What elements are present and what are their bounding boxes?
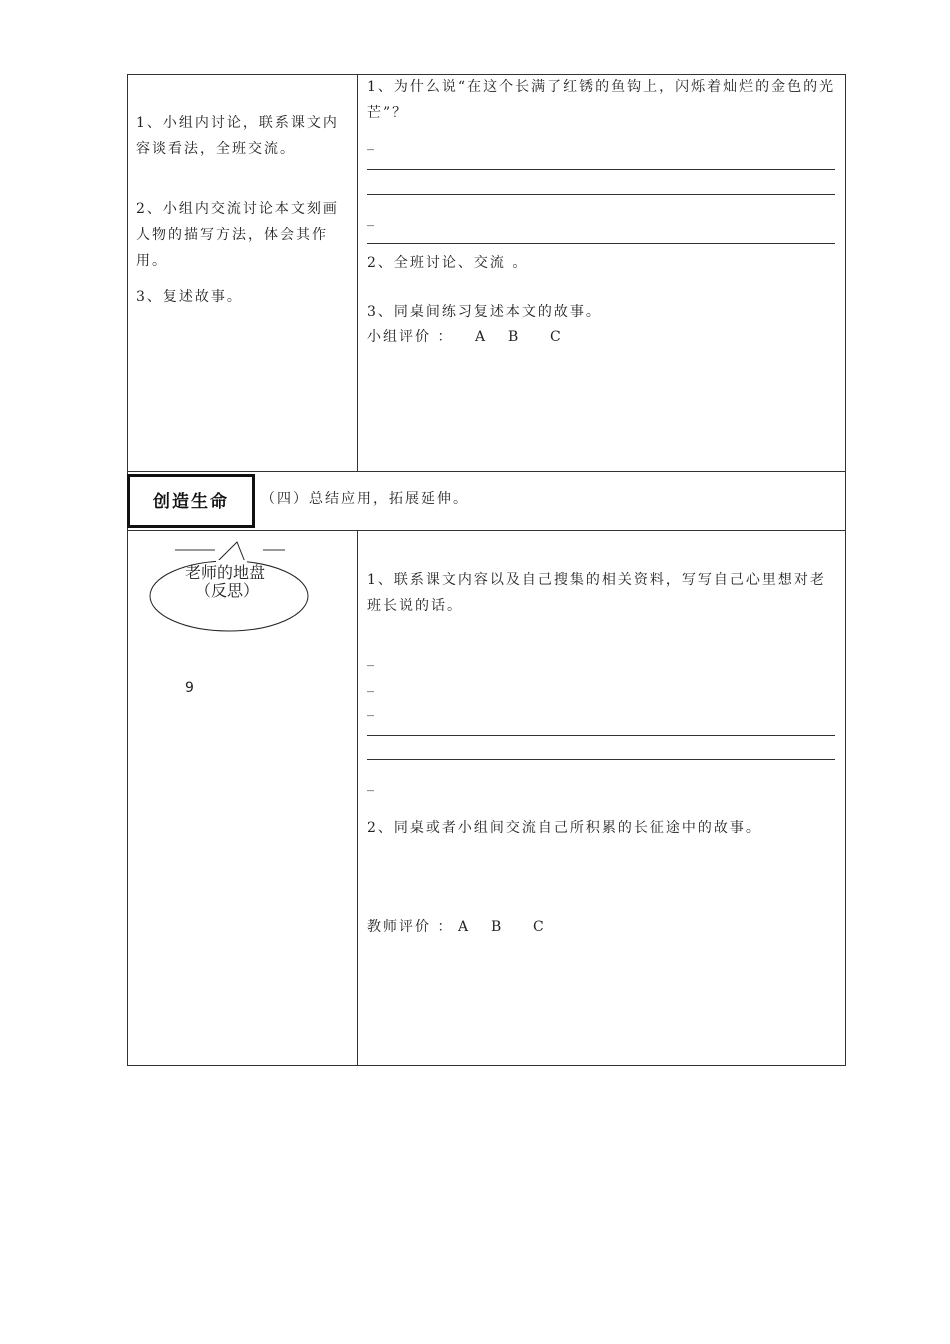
bubble-text-1: 老师的地盘 (185, 563, 266, 582)
task-1: 1、联系课文内容以及自己搜集的相关资料，写写自己心里想对老班长说的话。 (367, 572, 826, 614)
teacher-evaluation-label: 教师评价 ： (367, 919, 454, 935)
section-title: （四）总结应用，拓展延伸。 (261, 491, 469, 507)
section-badge (127, 474, 255, 528)
answer-line (367, 169, 835, 170)
blank-dash: _ (367, 677, 374, 693)
grade-b[interactable]: B (491, 919, 504, 935)
grade-a[interactable]: A (475, 329, 488, 345)
group-evaluation-label: 小组评价 ： (367, 329, 454, 345)
item-2-discussion: 2、全班讨论、交流 。 (367, 255, 529, 271)
row-divider-1 (127, 471, 846, 472)
badge-label: 创造生命 (153, 492, 229, 512)
column-divider (357, 74, 358, 471)
column-divider-2 (357, 530, 358, 1066)
answer-line (367, 194, 835, 195)
blank-dash: _ (367, 211, 374, 227)
grade-b[interactable]: B (508, 329, 521, 345)
answer-line (367, 243, 835, 244)
blank-dash: _ (367, 701, 374, 717)
answer-line (367, 735, 835, 736)
blank-dash: _ (367, 776, 374, 792)
blank-dash: _ (367, 135, 374, 151)
page-number: 9 (185, 680, 194, 696)
blank-dash: _ (367, 651, 374, 667)
grade-c[interactable]: C (533, 919, 546, 935)
answer-line (367, 759, 835, 760)
question-1: 1、为什么说“在这个长满了红锈的鱼钩上，闪烁着灿烂的金色的光芒”？ (367, 79, 836, 121)
item-3-retell: 3、同桌间练习复述本文的故事。 (367, 304, 602, 320)
left-item-3: 3、复述故事。 (136, 289, 243, 305)
grade-c[interactable]: C (550, 329, 563, 345)
grade-a[interactable]: A (458, 919, 471, 935)
left-item-1: 1、小组内讨论，联系课文内容谈看法，全班交流。 (136, 115, 339, 157)
left-item-2: 2、小组内交流讨论本文刻画人物的描写方法，体会其作用。 (136, 201, 339, 269)
task-2: 2、同桌或者小组间交流自己所积累的长征途中的故事。 (367, 820, 762, 836)
bubble-text-2: （反思） (195, 581, 260, 600)
lesson-table (127, 74, 846, 1066)
row-divider-2 (127, 530, 846, 531)
